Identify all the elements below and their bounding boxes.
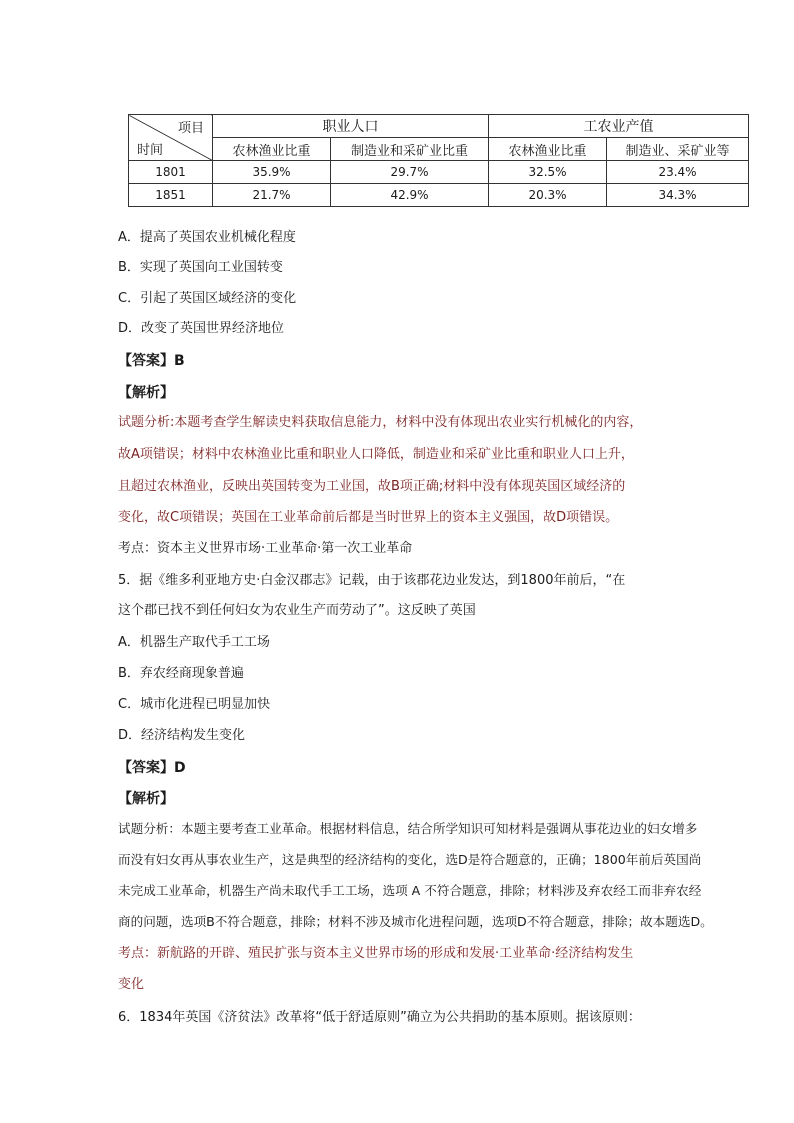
q4-analysis-line: 故A项错误；材料中农林渔业比重和职业人口降低，制造业和采矿业比重和职业人口上升， bbox=[118, 447, 634, 462]
table-cell: 32.5% bbox=[489, 161, 607, 184]
q5-stem-line: 5．据《维多利亚地方史·白金汉郡志》记载，由于该郡花边业发达，到1800年前后，“在 bbox=[118, 573, 626, 588]
q5-analysis-line: 商的问题，选项B不符合题意，排除；材料不涉及城市化进程问题，选项D不符合题意，排除；故本题选D。 bbox=[118, 914, 713, 929]
corner-bottom-label: 时间 bbox=[137, 143, 164, 158]
q5-kaodian-line: 变化 bbox=[118, 977, 145, 992]
row-year: 1851 bbox=[129, 184, 213, 207]
q4-option-d: D．改变了英国世界经济地位 bbox=[118, 321, 285, 336]
q5-option-a: A．机器生产取代手工工场 bbox=[118, 635, 270, 650]
group-header-2: 工农业产值 bbox=[489, 115, 749, 138]
q4-kaodian: 考点：资本主义世界市场·工业革命·第一次工业革命 bbox=[118, 541, 413, 556]
sub-header: 农林渔业比重 bbox=[213, 138, 331, 161]
q4-option-b: B．实现了英国向工业国转变 bbox=[118, 260, 283, 275]
q5-answer: 【答案】D bbox=[118, 760, 186, 776]
q6-stem: 6．1834年英国《济贫法》改革将“低于舒适原则”确立为公共捐助的基本原则。据该原则： bbox=[118, 1010, 641, 1025]
corner-top-label: 项目 bbox=[177, 121, 204, 136]
group-header-1: 职业人口 bbox=[213, 115, 489, 138]
sub-header: 制造业和采矿业比重 bbox=[331, 138, 489, 161]
q4-analysis-line: 且超过农林渔业，反映出英国转变为工业国，故B项正确;材料中没有体现英国区域经济的 bbox=[118, 479, 626, 494]
q5-analysis-line: 试题分析：本题主要考查工业革命。根据材料信息，结合所学知识可知材料是强调从事花边业的妇女增多 bbox=[118, 821, 698, 836]
q5-stem-line: 这个郡已找不到任何妇女为农业生产而劳动了”。这反映了英国 bbox=[118, 603, 476, 618]
table-cell: 20.3% bbox=[489, 184, 607, 207]
table-row bbox=[129, 161, 749, 184]
q5-option-b: B．弃农经商现象普遍 bbox=[118, 666, 244, 681]
q4-analysis-label: 【解析】 bbox=[118, 385, 174, 401]
q5-kaodian-line: 考点：新航路的开辟、殖民扩张与资本主义世界市场的形成和发展·工业革命·经济结构发生 bbox=[118, 946, 634, 961]
q5-option-d: D．经济结构发生变化 bbox=[118, 728, 246, 743]
table-cell: 23.4% bbox=[607, 161, 749, 184]
table-cell: 35.9% bbox=[213, 161, 331, 184]
q5-analysis-line: 未完成工业革命，机器生产尚未取代手工工场，选项 A 不符合题意，排除；材料涉及弃农经工而非弃农经 bbox=[118, 883, 702, 898]
table-cell: 29.7% bbox=[331, 161, 489, 184]
sub-header: 制造业、采矿业等 bbox=[607, 138, 749, 161]
table-cell: 42.9% bbox=[331, 184, 489, 207]
row-year: 1801 bbox=[129, 161, 213, 184]
data-table bbox=[128, 114, 749, 207]
table-cell: 34.3% bbox=[607, 184, 749, 207]
q4-analysis-line: 变化，故C项错误；英国在工业革命前后都是当时世界上的资本主义强国，故D项错误。 bbox=[118, 510, 619, 525]
sub-header: 农林渔业比重 bbox=[489, 138, 607, 161]
q4-option-c: C．引起了英国区域经济的变化 bbox=[118, 291, 297, 306]
q5-analysis-label: 【解析】 bbox=[118, 791, 174, 807]
q5-analysis-line: 而没有妇女再从事农业生产，这是典型的经济结构的变化，选D是符合题意的，正确；1800年前后英国尚 bbox=[118, 852, 702, 867]
table-corner-cell bbox=[129, 115, 213, 161]
q5-option-c: C．城市化进程已明显加快 bbox=[118, 697, 271, 712]
q4-analysis-line: 试题分析:本题考查学生解读史料获取信息能力，材料中没有体现出农业实行机械化的内容， bbox=[118, 415, 643, 430]
table-row bbox=[129, 184, 749, 207]
q4-answer: 【答案】B bbox=[118, 353, 185, 369]
q4-option-a: A．提高了英国农业机械化程度 bbox=[118, 230, 296, 245]
table-cell: 21.7% bbox=[213, 184, 331, 207]
